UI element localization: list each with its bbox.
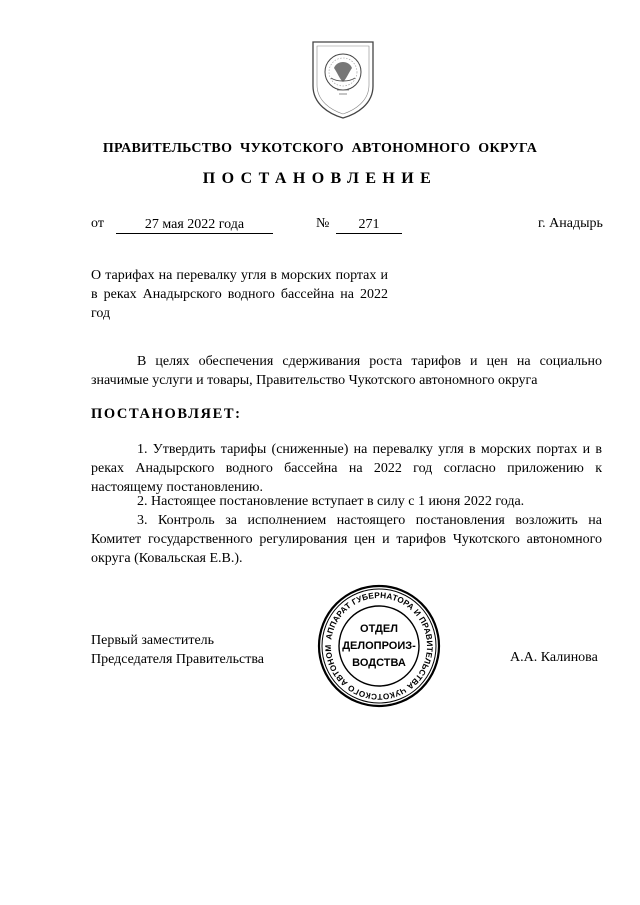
number-field xyxy=(336,216,402,234)
stamp-line-1: ОТДЕЛ xyxy=(360,623,398,635)
date-field xyxy=(116,216,273,234)
coat-of-arms-icon xyxy=(309,38,377,120)
signatory-position-line2: Председателя Правительства xyxy=(91,652,265,667)
date-value: 27 мая 2022 года xyxy=(116,216,273,234)
number-value: 271 xyxy=(336,216,402,234)
date-label: от xyxy=(91,216,104,231)
signatory-position-line1: Первый заместитель xyxy=(91,633,215,648)
stamp-line-2: ДЕЛОПРОИЗ- xyxy=(342,640,416,652)
item-3: 3. Контроль за исполнением настоящего постановления возложить на Комитет государственного регулирования цен и тарифов Чукотского автономного округа (Ковальская Е.В.). xyxy=(91,513,602,566)
number-label: № xyxy=(316,216,330,231)
stamp-ring-text: АППАРАТ ГУБЕРНАТОРА И ПРАВИТЕЛЬСТВА ЧУКОТСКОГО АВТОНОМ xyxy=(323,590,435,702)
city: г. Анадырь xyxy=(538,216,603,231)
document-subject: О тарифах на перевалку угля в морских портах и в реках Анадырского водного бассейна на 2022 год xyxy=(91,268,388,321)
document-type: ПОСТАНОВЛЕНИЕ xyxy=(202,170,438,187)
item-2: 2. Настоящее постановление вступает в силу с 1 июня 2022 года. xyxy=(137,494,525,509)
item-1: 1. Утвердить тарифы (сниженные) на перевалку угля в морских портах и в реках Анадырского водного бассейна на 2022 год согласно приложению к настоящему постановлению. xyxy=(91,442,602,495)
seal-stamp-icon xyxy=(317,584,441,708)
stamp-line-3: ВОДСТВА xyxy=(352,657,406,669)
signatory-position xyxy=(91,631,264,669)
organization-title: ПРАВИТЕЛЬСТВО ЧУКОТСКОГО АВТОНОМНОГО ОКРУГА xyxy=(102,141,538,156)
preamble-paragraph: В целях обеспечения сдерживания роста тарифов и цен на социально значимые услуги и товары, Правительство Чукотского автономного округа xyxy=(91,354,602,388)
signatory-name: А.А. Калинова xyxy=(510,650,598,665)
resolve-heading: ПОСТАНОВЛЯЕТ: xyxy=(91,406,242,422)
